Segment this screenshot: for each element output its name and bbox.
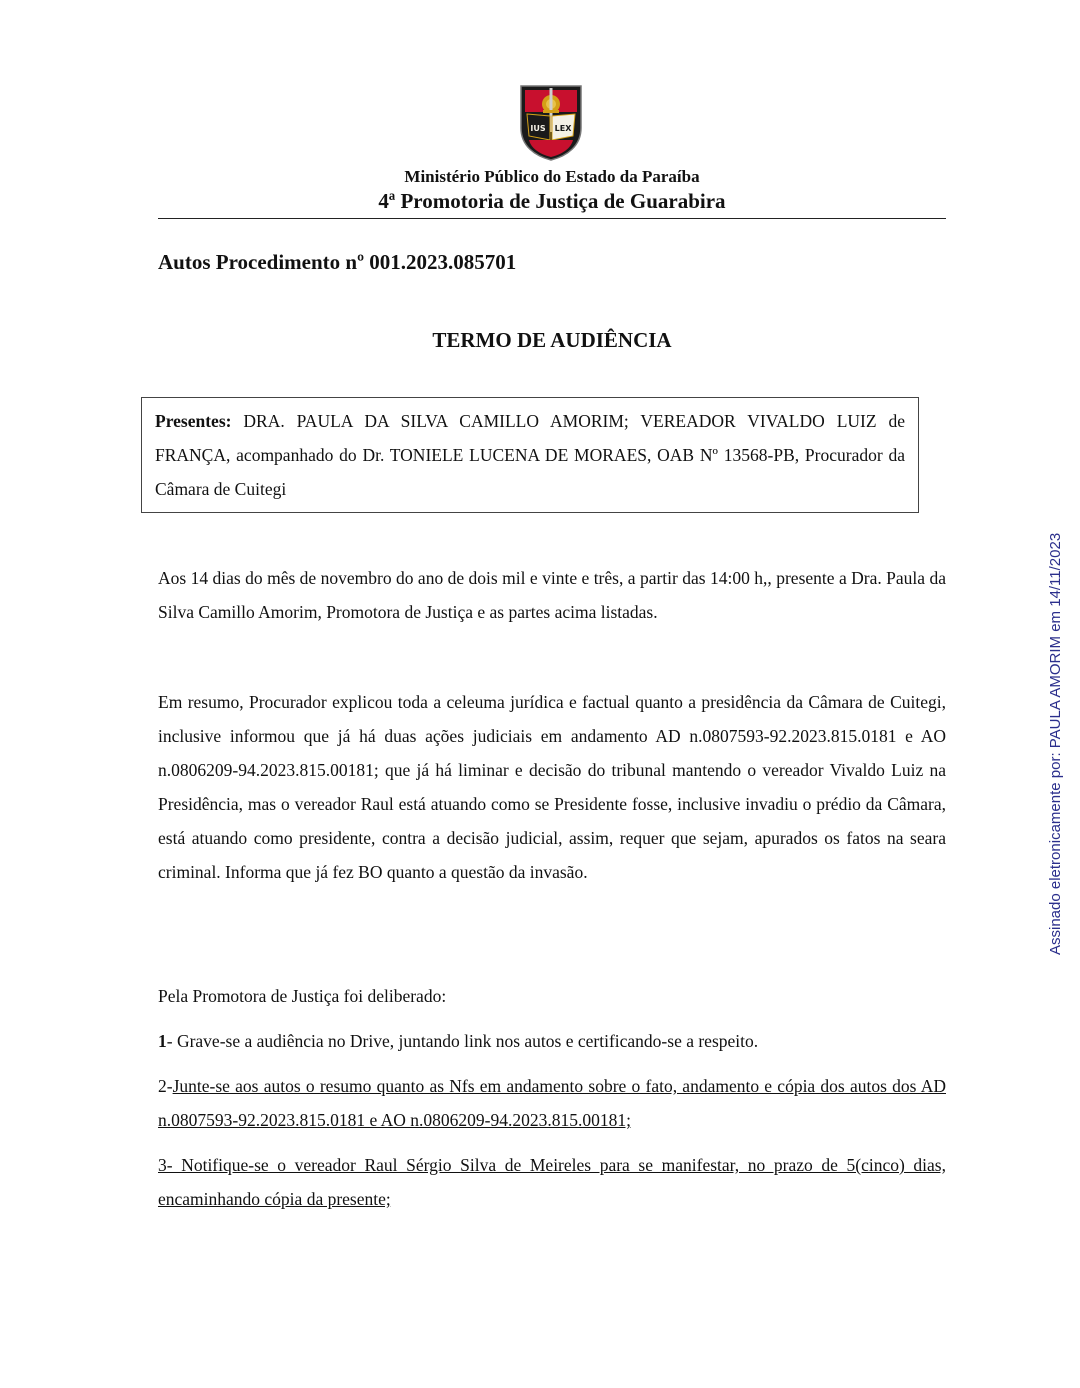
institution-name: Ministério Público do Estado da Paraíba	[404, 167, 700, 186]
item-2-number: 2-	[158, 1076, 173, 1096]
opening-paragraph: Aos 14 dias do mês de novembro do ano de dois mil e vinte e três, a partir das 14:00 h,, presente a Dra. Paula da Silva Camillo Amorim, Promotora de Justiça e as partes acima listadas.	[158, 568, 946, 622]
coat-of-arms-icon	[517, 82, 585, 162]
attendees-label: Presentes:	[155, 411, 232, 431]
item-3-text: 3- Notifique-se o vereador Raul Sérgio Silva de Meireles para se manifestar, no prazo de 5(cinco) dias, encaminhando cópia da presente;	[158, 1155, 946, 1209]
header-divider	[158, 218, 946, 219]
office-name: 4ª Promotoria de Justiça de Guarabira	[378, 189, 726, 213]
document-header	[158, 166, 946, 214]
procedure-number: Autos Procedimento nº 001.2023.085701	[158, 250, 517, 274]
attendees-box	[141, 397, 919, 513]
deliberation-item-2	[158, 1069, 946, 1137]
deliberation-intro: Pela Promotora de Justiça foi deliberado:	[158, 986, 447, 1006]
summary-paragraph: Em resumo, Procurador explicou toda a celeuma jurídica e factual quanto a presidência da Câmara de Cuitegi, inclusive informou que já há duas ações judiciais em andamento AD n.0807593-92.2023.815.0181 e AO n.0806209-94.2023.815.00181; que já há liminar e decisão do tribunal mantendo o vereador Vivaldo Luiz na Presidência, mas o vereador Raul está atuando como se Presidente fosse, inclusive invadiu o prédio da Câmara, está atuando como presidente, contra a decisão judicial, assim, requer que sejam, apurados os fatos na seara criminal. Informa que já fez BO quanto a questão da invasão.	[158, 692, 946, 882]
svg-text:IUS: IUS	[530, 124, 546, 133]
svg-text:LEX: LEX	[554, 124, 572, 133]
document-title: TERMO DE AUDIÊNCIA	[432, 328, 672, 352]
deliberation-item-1	[158, 1024, 946, 1058]
item-1-number: 1	[158, 1031, 167, 1051]
deliberation-item-3	[158, 1148, 946, 1216]
attendees-text: DRA. PAULA DA SILVA CAMILLO AMORIM; VEREADOR VIVALDO LUIZ de FRANÇA, acompanhado do Dr. TONIELE LUCENA DE MORAES, OAB Nº 13568-PB, Procurador da Câmara de Cuitegi	[155, 411, 906, 499]
electronic-signature-stamp: Assinado eletronicamente por: PAULA AMORIM em 14/11/2023	[1047, 532, 1064, 955]
item-2-text: Junte-se aos autos o resumo quanto as Nfs em andamento sobre o fato, andamento e cópia dos autos dos AD n.0807593-92.2023.815.0181 e AO n.0806209-94.2023.815.00181;	[158, 1076, 946, 1130]
item-1-text: - Grave-se a audiência no Drive, juntando link nos autos e certificando-se a respeito.	[166, 1031, 759, 1051]
